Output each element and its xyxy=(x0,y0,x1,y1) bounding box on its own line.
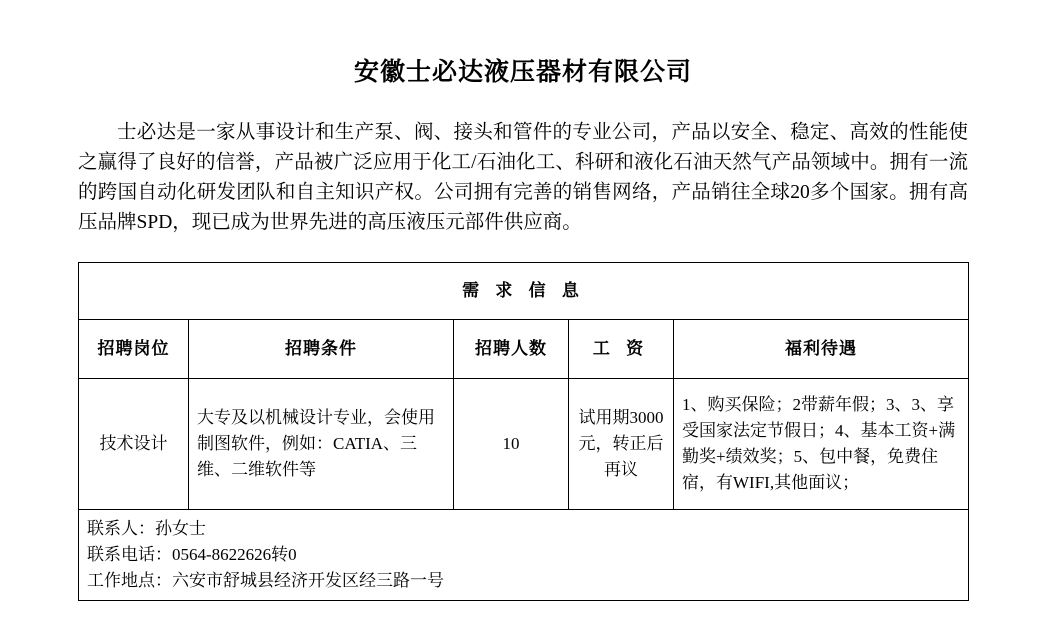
header-position: 招聘岗位 xyxy=(79,320,189,379)
contact-address: 工作地点：六安市舒城县经济开发区经三路一号 xyxy=(87,571,444,590)
header-headcount: 招聘人数 xyxy=(454,320,569,379)
header-benefits: 福利待遇 xyxy=(674,320,969,379)
cell-position: 技术设计 xyxy=(79,379,189,510)
cell-headcount: 10 xyxy=(454,379,569,510)
table-header-row xyxy=(79,320,969,379)
recruitment-table-wrapper xyxy=(0,238,1046,601)
contact-block xyxy=(79,510,969,601)
cell-salary: 试用期3000元，转正后再议 xyxy=(569,379,674,510)
table-caption: 需 求 信 息 xyxy=(79,263,969,320)
table-caption-row xyxy=(79,263,969,320)
company-intro-paragraph: 士必达是一家从事设计和生产泵、阀、接头和管件的专业公司，产品以安全、稳定、高效的性能使之赢得了良好的信誉，产品被广泛应用于化工/石油化工、科研和液化石油天然气产品领域中。拥有一流的跨国自动化研发团队和自主知识产权。公司拥有完善的销售网络，产品销往全球20多个国家。拥有高压品牌SPD，现已成为世界先进的高压液压元部件供应商。 xyxy=(78,122,968,233)
recruitment-table xyxy=(78,262,969,601)
contact-phone: 联系电话：0564-8622626转0 xyxy=(87,545,297,564)
contact-row xyxy=(79,510,969,601)
cell-benefits: 1、购买保险；2带薪年假；3、3、享受国家法定节假日；4、基本工资+满勤奖+绩效奖；5、包中餐，免费住宿，有WIFI,其他面议； xyxy=(674,379,969,510)
page-title: 安徽士必达液压器材有限公司 xyxy=(353,59,692,86)
header-requirements: 招聘条件 xyxy=(189,320,454,379)
header-salary: 工 资 xyxy=(569,320,674,379)
cell-requirements: 大专及以机械设计专业，会使用制图软件，例如：CATIA、三维、二维软件等 xyxy=(189,379,454,510)
table-row xyxy=(79,379,969,510)
contact-person: 联系人：孙女士 xyxy=(87,519,206,538)
